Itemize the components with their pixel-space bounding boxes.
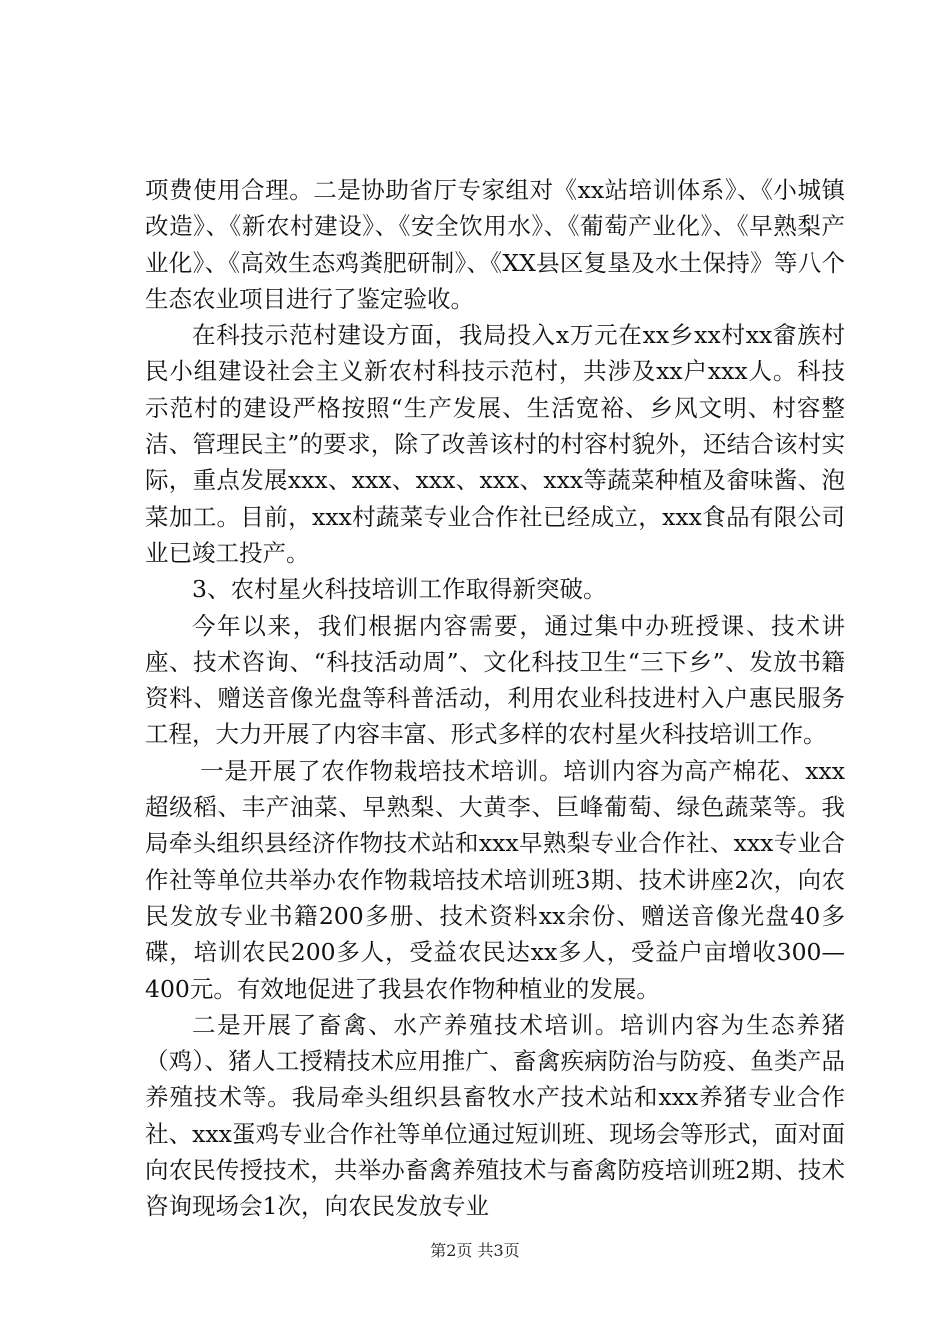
page-footer: 第2页 共3页 (430, 1241, 520, 1260)
paragraph-training-overview: 今年以来，我们根据内容需要，通过集中办班授课、技术讲座、技术咨询、“科技活动周”、文化科技卫生“三下乡”、发放书籍资料、赠送音像光盘等科普活动，利用农业科技进村入户惠民服务工程，大力开展了内容丰富、形式多样的农村星火科技培训工作。 (145, 611, 845, 749)
paragraph-livestock-training: 二是开展了畜禽、水产养殖技术培训。培训内容为生态养猪（鸡）、猪人工授精技术应用推广、畜禽疾病防治与防疫、鱼类产品养殖技术等。我局牵头组织县畜牧水产技术站和xxx养猪专业合作社、xxx蛋鸡专业合作社等单位通过短训班、现场会等形式，面对面向农民传授技术，共举办畜禽养殖技术与畜禽防疫培训班2期、技术咨询现场会1次，向农民发放专业 (145, 1010, 845, 1221)
paragraph-project-acceptance: 项费使用合理。二是协助省厅专家组对《xx站培训体系》、《小城镇改造》、《新农村建设》、《安全饮用水》、《葡萄产业化》、《早熟梨产业化》、《高效生态鸡粪肥研制》、《XX县区复垦及水土保持》等八个生态农业项目进行了鉴定验收。 (145, 176, 845, 313)
document-body (145, 172, 845, 1225)
section-heading-spark-training: 3、农村星火科技培训工作取得新突破。 (192, 575, 607, 604)
paragraph-demo-village: 在科技示范村建设方面，我局投入x万元在xx乡xx村xx畲族村民小组建设社会主义新农村科技示范村，共涉及xx户xxx人。科技示范村的建设严格按照“生产发展、生活宽裕、乡风文明、村容整洁、管理民主”的要求，除了改善该村的村容村貌外，还结合该村实际，重点发展xxx、xxx、xxx、xxx、xxx等蔬菜种植及畲味酱、泡菜加工。目前，xxx村蔬菜专业合作社已经成立，xxx食品有限公司业已竣工投产。 (145, 321, 845, 567)
paragraph-crop-training: 一是开展了农作物栽培技术培训。培训内容为高产棉花、xxx超级稻、丰产油菜、早熟梨、大黄李、巨峰葡萄、绿色蔬菜等。我局牵头组织县经济作物技术站和xxx早熟梨专业合作社、xxx专业合作社等单位共举办农作物栽培技术培训班3期、技术讲座2次，向农民发放专业书籍200多册、技术资料xx余份、赠送音像光盘40多碟，培训农民200多人，受益农民达xx多人，受益户亩增收300—400元。有效地促进了我县农作物种植业的发展。 (145, 756, 845, 1003)
